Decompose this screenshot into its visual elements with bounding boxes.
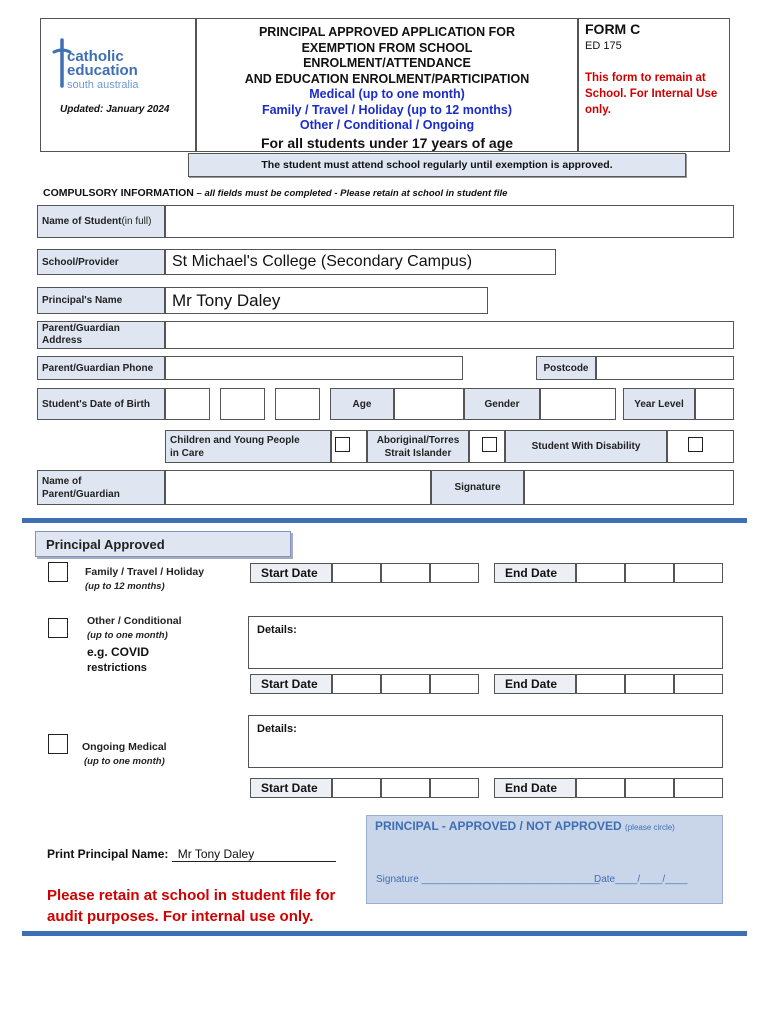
approval-status-note: (please circle) — [625, 823, 675, 832]
medical-details-field[interactable] — [248, 715, 723, 768]
care-label-2: in Care — [170, 447, 204, 459]
family-start-dd[interactable] — [332, 563, 381, 583]
family-start-label: Start Date — [250, 563, 332, 583]
guardian-name-label — [37, 470, 165, 505]
medical-start-yy[interactable] — [430, 778, 479, 798]
dob-year-field[interactable] — [275, 388, 320, 420]
principal-approved-title: Principal Approved — [46, 536, 165, 552]
other-sub: (up to one month) — [87, 630, 168, 641]
signature-field[interactable] — [524, 470, 734, 505]
atsi-label-2: Strait Islander — [384, 447, 452, 459]
student-name-field[interactable] — [165, 205, 734, 238]
year-level-field[interactable] — [695, 388, 734, 420]
blue-line-1: Medical (up to one month) — [309, 87, 465, 101]
compulsory-sub: – all fields must be completed - Please retain at school in student file — [193, 188, 508, 199]
principal-value: Mr Tony Daley — [172, 290, 281, 310]
logo-text — [67, 50, 187, 92]
other-details-label: Details: — [257, 624, 297, 636]
notice-bar — [188, 153, 686, 177]
print-name-value[interactable]: Mr Tony Daley — [172, 847, 336, 862]
medical-checkbox[interactable] — [48, 734, 68, 754]
family-end-mm[interactable] — [625, 563, 674, 583]
age-field[interactable] — [394, 388, 464, 420]
medical-end-dd[interactable] — [576, 778, 625, 798]
compulsory-title: COMPULSORY INFORMATION — [43, 187, 194, 199]
other-start-yy[interactable] — [430, 674, 479, 694]
postcode-field[interactable] — [596, 356, 734, 380]
approval-status-text[interactable]: PRINCIPAL - APPROVED / NOT APPROVED — [375, 819, 622, 833]
atsi-checkbox[interactable] — [482, 437, 497, 452]
form-code: FORM C — [585, 21, 641, 37]
other-end-dd[interactable] — [576, 674, 625, 694]
phone-field[interactable] — [165, 356, 463, 380]
other-title: Other / Conditional — [87, 615, 182, 627]
title-line-2: EXEMPTION FROM SCHOOL — [301, 40, 473, 55]
principal-field[interactable] — [165, 287, 488, 314]
family-sub: (up to 12 months) — [85, 581, 165, 592]
disability-label: Student With Disability — [505, 430, 667, 463]
family-title: Family / Travel / Holiday — [85, 566, 205, 578]
print-name-colon: : — [164, 847, 172, 861]
medical-sub: (up to one month) — [84, 756, 165, 767]
family-end-dd[interactable] — [576, 563, 625, 583]
guardian-name-label-2: Parent/Guardian — [42, 488, 120, 500]
school-field[interactable] — [165, 249, 556, 275]
address-field[interactable] — [165, 321, 734, 349]
dob-day-field[interactable] — [165, 388, 210, 420]
atsi-label — [367, 430, 469, 463]
approval-signature-line[interactable]: Signature ________________________________ — [376, 874, 600, 885]
other-details-field[interactable] — [248, 616, 723, 669]
other-start-dd[interactable] — [332, 674, 381, 694]
disability-checkbox[interactable] — [688, 437, 703, 452]
title-line-4: AND EDUCATION ENROLMENT/PARTICIPATION — [244, 71, 530, 86]
student-name-label-suffix: (in full) — [121, 216, 152, 227]
guardian-name-label-1: Name of — [42, 475, 82, 487]
other-start-mm[interactable] — [381, 674, 430, 694]
logo-education: education — [67, 62, 138, 79]
school-value: St Michael's College (Secondary Campus) — [172, 253, 473, 270]
form-number: ED 175 — [585, 40, 622, 52]
principal-approved-heading — [35, 531, 291, 557]
section-divider — [22, 518, 747, 523]
postcode-label: Postcode — [536, 356, 596, 380]
family-end-yy[interactable] — [674, 563, 723, 583]
family-end-label: End Date — [494, 563, 576, 583]
blue-line-2: Family / Travel / Holiday (up to 12 months) — [261, 102, 513, 117]
gender-label: Gender — [464, 388, 540, 420]
family-start-yy[interactable] — [430, 563, 479, 583]
signature-label: Signature — [431, 470, 524, 505]
medical-start-dd[interactable] — [332, 778, 381, 798]
compulsory-heading — [43, 187, 507, 199]
other-checkbox[interactable] — [48, 618, 68, 638]
retain-note-1: Please retain at school in student file for — [47, 887, 336, 904]
gender-field[interactable] — [540, 388, 616, 420]
dob-label: Student's Date of Birth — [37, 388, 165, 420]
medical-start-mm[interactable] — [381, 778, 430, 798]
address-label-1: Parent/Guardian — [42, 323, 120, 334]
other-example-1: e.g. COVID — [87, 645, 150, 659]
atsi-label-1: Aboriginal/Torres — [376, 434, 460, 446]
guardian-name-field[interactable] — [165, 470, 431, 505]
medical-start-label: Start Date — [250, 778, 332, 798]
bottom-divider — [22, 931, 747, 936]
notice-text: The student must attend school regularly until exemption is approved. — [261, 159, 613, 171]
logo-catholic: catholic — [67, 48, 124, 65]
student-name-label — [37, 205, 165, 238]
other-end-label: End Date — [494, 674, 576, 694]
age-line: For all students under 17 years of age — [260, 134, 514, 151]
print-principal-name — [47, 847, 336, 862]
other-example-2: restrictions — [87, 662, 147, 674]
student-name-label-text: Name of Student — [42, 216, 122, 227]
care-label-1: Children and Young People — [170, 434, 300, 446]
print-name-label: Print Principal Name — [47, 847, 165, 861]
form-title — [198, 25, 576, 152]
principal-label: Principal's Name — [37, 287, 165, 314]
care-label — [165, 430, 331, 463]
family-start-mm[interactable] — [381, 563, 430, 583]
retain-note-2: audit purposes. For internal use only. — [47, 908, 314, 925]
address-label — [37, 321, 165, 349]
school-label: School/Provider — [37, 249, 165, 275]
medical-title: Ongoing Medical — [82, 741, 167, 753]
phone-label: Parent/Guardian Phone — [37, 356, 165, 380]
form-note: This form to remain at School. For Internal Use only. — [585, 72, 718, 116]
approval-date-line[interactable]: Date____/____/____ — [594, 874, 688, 885]
other-example — [87, 644, 149, 676]
other-end-yy[interactable] — [674, 674, 723, 694]
address-label-2: Address — [42, 335, 83, 346]
medical-end-yy[interactable] — [674, 778, 723, 798]
other-start-label: Start Date — [250, 674, 332, 694]
title-line-3: ENROLMENT/ATTENDANCE — [303, 56, 471, 70]
blue-line-3: Other / Conditional / Ongoing — [299, 118, 475, 132]
dob-month-field[interactable] — [220, 388, 265, 420]
title-line-1: PRINCIPAL APPROVED APPLICATION FOR — [258, 25, 516, 39]
medical-details-label: Details: — [257, 723, 297, 735]
approval-status-box — [366, 815, 723, 904]
retain-note — [47, 885, 335, 927]
other-end-mm[interactable] — [625, 674, 674, 694]
family-checkbox[interactable] — [48, 562, 68, 582]
logo-south-australia: south australia — [67, 79, 139, 91]
age-label: Age — [330, 388, 394, 420]
year-level-label: Year Level — [623, 388, 695, 420]
care-checkbox[interactable] — [335, 437, 350, 452]
medical-end-mm[interactable] — [625, 778, 674, 798]
approval-status-line — [375, 819, 675, 833]
medical-end-label: End Date — [494, 778, 576, 798]
updated-date: Updated: January 2024 — [60, 104, 170, 115]
